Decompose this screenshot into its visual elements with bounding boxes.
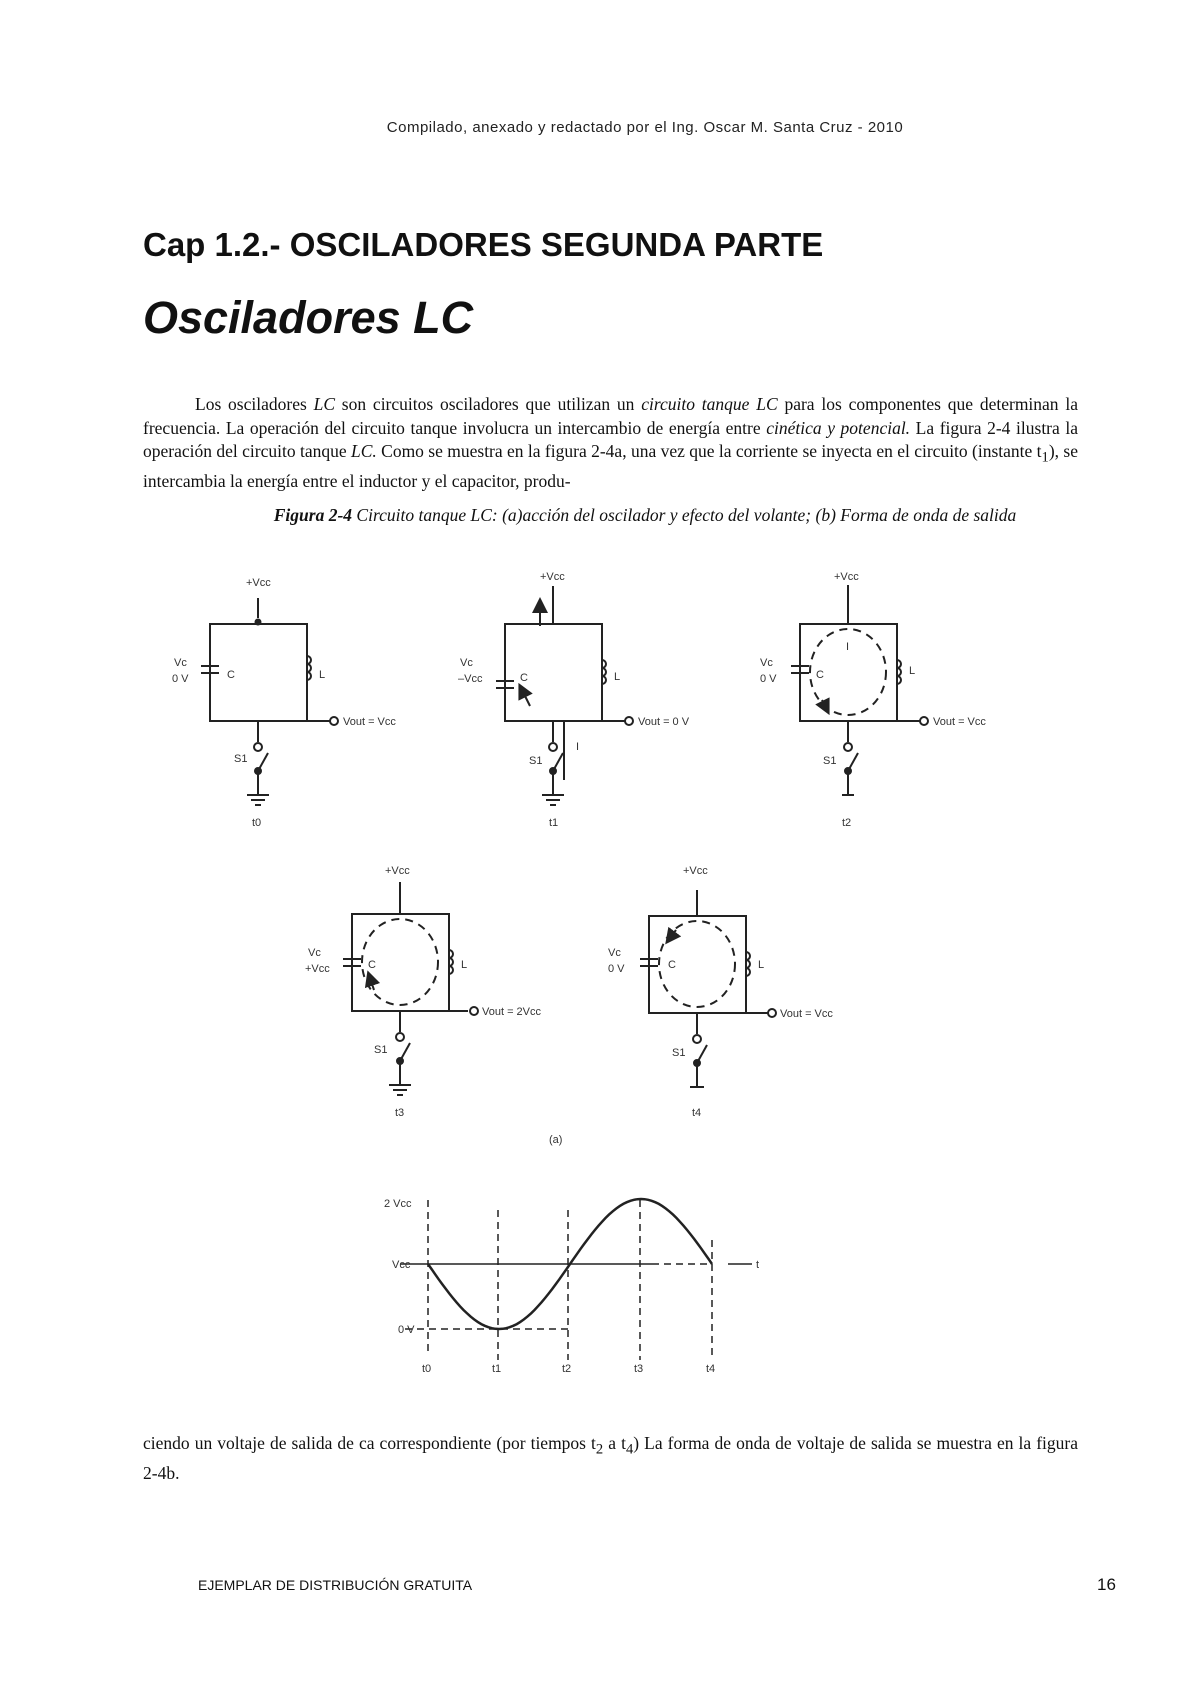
vout-label: Vout = Vcc	[933, 716, 986, 728]
vcc-label: +Vcc	[834, 571, 859, 583]
text-run: circuito tanque LC	[641, 394, 778, 414]
text-run: Como se muestra en la figura 2-4a, una vez que la corriente se inyecta en el circuito (instante t	[376, 441, 1042, 461]
y-label-0v: 0 V	[398, 1324, 415, 1336]
capacitor-label: C	[227, 669, 235, 681]
output-waveform	[400, 1199, 752, 1360]
chapter-title: Cap 1.2.- OSCILADORES SEGUNDA PARTE	[143, 226, 824, 263]
tick-t0: t0	[422, 1363, 432, 1375]
page-number: 16	[1097, 1575, 1116, 1594]
vcc-label: +Vcc	[540, 571, 565, 583]
switch-label: S1	[529, 755, 543, 767]
tick-t4: t4	[706, 1363, 716, 1375]
y-label-vcc: Vcc	[392, 1259, 411, 1271]
vout-label: Vout = Vcc	[780, 1008, 833, 1020]
text-run: son circuitos osciladores que utilizan un	[335, 394, 642, 414]
vout-label: Vout = 2Vcc	[482, 1006, 542, 1018]
vcc-label: +Vcc	[683, 865, 708, 877]
vc-label: Vc	[608, 947, 621, 959]
text-run: ) La forma de onda de voltaje de salida se muestra en la figura 2-4b.	[143, 1433, 1078, 1483]
current-label: I	[846, 641, 850, 653]
switch-label: S1	[672, 1047, 686, 1059]
subscript: 4	[625, 1441, 634, 1458]
paragraph-continuation	[143, 1432, 1078, 1486]
text-run: a t	[603, 1433, 626, 1453]
vc-value: +Vcc	[305, 963, 330, 975]
inductor-label: L	[319, 669, 326, 681]
caption-label: Figura 2-4	[273, 505, 353, 525]
text-run: La figura 2-4 ilustra la operación del circuito tanque	[143, 417, 1079, 461]
vc-value: –Vcc	[458, 673, 483, 685]
caption-text: Circuito tanque LC: (a)acción del oscilador y efecto del volante; (b) Forma de onda de salida	[352, 505, 1017, 525]
subfigure-a-label: (a)	[549, 1134, 563, 1146]
vc-label: Vc	[308, 947, 321, 959]
text-run: Los osciladores	[195, 394, 314, 414]
tick-t2: t2	[562, 1363, 572, 1375]
time-label: t1	[549, 817, 559, 829]
capacitor-label: C	[668, 959, 676, 971]
vc-label: Vc	[460, 657, 473, 669]
vc-value: 0 V	[760, 673, 777, 685]
tick-t1: t1	[492, 1363, 502, 1375]
inductor-label: L	[758, 959, 765, 971]
time-label: t2	[842, 817, 852, 829]
vc-label: Vc	[174, 657, 187, 669]
capacitor-label: C	[368, 959, 376, 971]
vout-label: Vout = 0 V	[638, 716, 690, 728]
text-run: LC	[313, 394, 335, 414]
time-label: t0	[252, 817, 262, 829]
vc-value: 0 V	[608, 963, 625, 975]
text-run: cinética y potencial.	[766, 417, 911, 438]
time-label: t4	[692, 1107, 702, 1119]
t-axis-label: t	[756, 1259, 760, 1271]
vc-label: Vc	[760, 657, 773, 669]
tick-t3: t3	[634, 1363, 644, 1375]
vcc-label: +Vcc	[385, 865, 410, 877]
tank-circuit-t3	[343, 882, 478, 1095]
page-header: Compilado, anexado y redactado por el Ing. Oscar M. Santa Cruz - 2010	[386, 119, 904, 136]
text-run: ciendo un voltaje de salida de ca correspondiente (por tiempos t	[143, 1433, 596, 1453]
vc-value: 0 V	[172, 673, 189, 685]
text-run: para los componentes que determinan la frecuencia. La operación del circuito tanque involucra un intercambio de energía entre	[143, 394, 1078, 438]
inductor-label: L	[909, 665, 916, 677]
subscript: 1	[1041, 449, 1049, 466]
current-label: I	[576, 741, 580, 753]
tank-circuit-t2	[791, 585, 928, 795]
vout-label: Vout = Vcc	[343, 716, 396, 728]
page-footer: EJEMPLAR DE DISTRIBUCIÓN GRATUITA	[198, 1577, 473, 1593]
inductor-label: L	[614, 671, 621, 683]
switch-label: S1	[823, 755, 837, 767]
section-title: Osciladores LC	[143, 292, 474, 343]
tank-circuit-t1	[496, 586, 633, 805]
y-label-2vcc: 2 Vcc	[384, 1198, 412, 1210]
subscript: 2	[595, 1441, 604, 1458]
switch-label: S1	[234, 753, 248, 765]
capacitor-label: C	[520, 672, 528, 684]
capacitor-label: C	[816, 669, 824, 681]
text-run: LC.	[350, 441, 377, 461]
inductor-label: L	[461, 959, 468, 971]
vcc-label: +Vcc	[246, 577, 271, 589]
switch-label: S1	[374, 1044, 388, 1056]
time-label: t3	[395, 1107, 405, 1119]
tank-circuit-t4	[640, 890, 776, 1087]
text-run: ), se intercambia la energía entre el inductor y el capacitor, produ-	[143, 441, 1079, 491]
tank-circuit-t0	[201, 598, 338, 805]
